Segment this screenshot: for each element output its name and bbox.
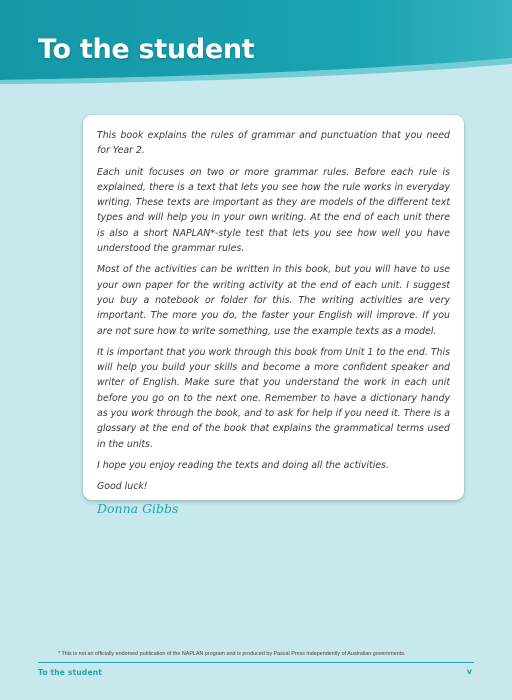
author-signature: Donna Gibbs — [97, 500, 179, 516]
letter-paragraph: This book explains the rules of grammar and punctuation that you need for Year 2. — [97, 130, 450, 157]
letter-paragraph: Each unit focuses on two or more grammar rules. Before each rule is explained, there is a text that lets you see how the rule works in everyday writing. These texts are important as they are models of the different text types and will help you in your own writing. At the end of each unit there is also a short NAPLAN*-style test that lets you see how well you have understood the grammar rules. — [97, 166, 450, 255]
letter-paragraph: It is important that you work through this book from Unit 1 to the end. This will help you build your skills and become a more confident speaker and writer of English. Make sure that you understand the work in each unit before you go on to the next one. Remember to have a dictionary handy as you work through the book, and to ask for help if you need it. There is a glossary at the end of the book that explains the grammatical terms used in the units. — [97, 346, 450, 450]
footnote: * This is not an officially endorsed publication of the NAPLAN program and is produced by Pascal Press independently of Australian governments. — [58, 651, 406, 657]
footer-divider — [38, 662, 474, 663]
letter-closing: Good luck! — [97, 481, 148, 493]
footer-section-label: To the student — [38, 668, 103, 677]
letter-card — [83, 115, 464, 516]
page-title: To the student — [38, 34, 255, 65]
letter-paragraph: I hope you enjoy reading the texts and doing all the activities. — [97, 459, 389, 471]
page-number: v — [466, 667, 472, 676]
letter-paragraph: Most of the activities can be written in this book, but you will have to use your own paper for the writing activity at the end of each unit. I suggest you buy a notebook or folder for this. The writing activities are very important. The more you do, the faster your English will improve. If you are not sure how to write something, use the example texts as a model. — [97, 264, 450, 337]
